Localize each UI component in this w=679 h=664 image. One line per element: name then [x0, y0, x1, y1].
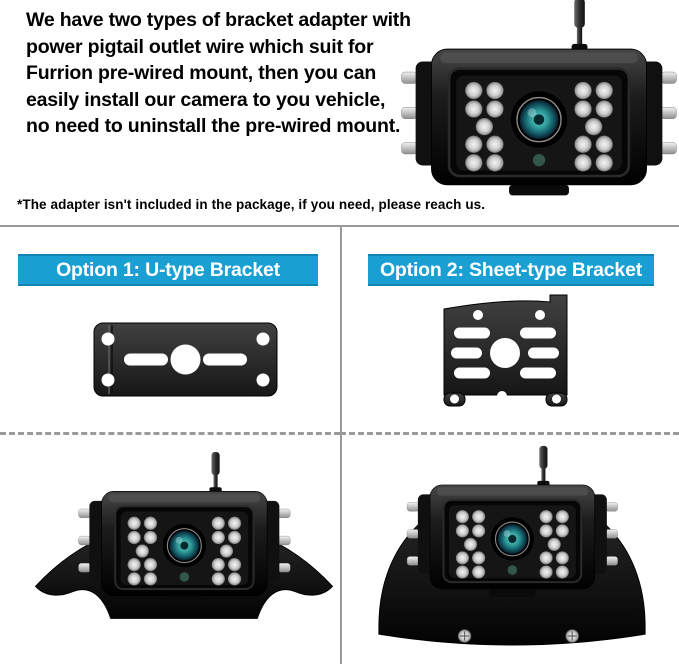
intro-line: Furrion pre-wired mount, then you can [26, 62, 377, 84]
arch-screw [566, 630, 579, 643]
mount-hole [450, 395, 459, 404]
mount-hole [552, 395, 561, 404]
u-type-bracket-photo [88, 317, 283, 402]
slot [520, 328, 556, 339]
center-hole [490, 338, 520, 368]
options-grid [0, 225, 679, 664]
intro-line: power pigtail outlet wire which suit for [26, 35, 374, 58]
top-hole [473, 310, 483, 320]
mount-hole [257, 333, 270, 346]
camera-on-u-bracket-photo [28, 447, 340, 664]
mount-hole [102, 374, 115, 387]
option-2-banner: Option 2: Sheet-type Bracket [368, 254, 654, 286]
option-2-panel [340, 227, 679, 432]
intro-line: We have two types of bracket adapter with [26, 9, 411, 31]
option-1-banner: Option 1: U-type Bracket [18, 254, 318, 286]
disclaimer-note: *The adapter isn't included in the package, if you need, please reach us. [17, 197, 486, 212]
option-1-installed-panel [0, 432, 340, 664]
top-hole [535, 310, 545, 320]
option-1-panel [0, 227, 340, 432]
option-2-installed-panel [340, 432, 679, 664]
slot [124, 354, 168, 366]
arch-screw [458, 630, 471, 643]
slot [528, 348, 559, 359]
camera-on-sheet-bracket-photo [366, 439, 658, 664]
mount-hole [102, 333, 115, 346]
slot [520, 368, 556, 379]
center-hole [171, 345, 201, 375]
sheet-type-bracket-photo [436, 293, 576, 408]
intro-line: no need to uninstall the pre-wired mount. [26, 115, 401, 137]
mount-hole [257, 374, 270, 387]
slot [203, 354, 247, 366]
slot [451, 348, 482, 359]
camera-photo [398, 0, 679, 208]
slot [454, 328, 490, 339]
slot [454, 368, 490, 379]
bottom-notch [497, 391, 507, 401]
intro-line: easily install our camera to you vehicle, [26, 88, 386, 111]
intro-text [26, 7, 411, 140]
